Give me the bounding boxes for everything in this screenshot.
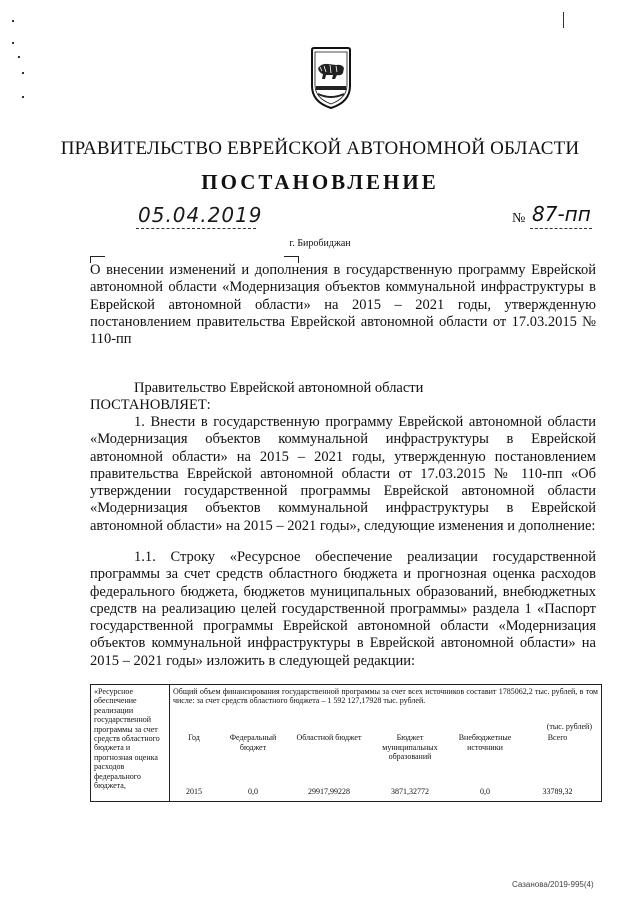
col-municipal: Бюджет муниципальных образований bbox=[382, 733, 438, 762]
cell-federal: 0,0 bbox=[248, 787, 258, 797]
scan-mark bbox=[18, 56, 20, 58]
resource-table bbox=[90, 684, 602, 802]
scan-mark bbox=[12, 20, 14, 22]
scan-mark bbox=[12, 42, 14, 44]
table-right-cell bbox=[170, 685, 602, 802]
units-label: (тыс. рублей) bbox=[546, 721, 592, 731]
city: г. Биробиджан bbox=[289, 238, 351, 249]
number-underline bbox=[530, 228, 592, 229]
funding-grid bbox=[173, 731, 598, 799]
col-federal: Федеральный бюджет bbox=[229, 733, 277, 752]
scan-line bbox=[563, 12, 564, 28]
header-row bbox=[173, 731, 598, 763]
scan-mark bbox=[22, 96, 24, 98]
col-extrabudget: Внебюджетные источники bbox=[458, 733, 512, 752]
date-underline bbox=[136, 228, 256, 229]
paragraph-1: 1. Внести в государственную программу Еврейской автономной области «Модернизация объектов коммунальной инфраструктуры в Еврейской автономной области» на 2015 – 2021 годы, утвержденную постановлением правительства Еврейской автономной области от 17.03.2015 № 110-пп «Об утверждении государственной программы Еврейской автономной области «Модернизация объектов коммунальной инфраструктуры в Еврейской автономной области» на 2015 – 2021 годы», следующие изменения и дополнение: bbox=[90, 414, 596, 534]
col-regional: Областной бюджет bbox=[296, 733, 362, 743]
coat-of-arms-emblem bbox=[306, 46, 356, 110]
scan-mark bbox=[22, 72, 24, 74]
resolves-heading: ПОСТАНОВЛЯЕТ: bbox=[90, 397, 211, 413]
number-sign: № bbox=[512, 211, 526, 226]
paragraph-1-1: 1.1. Строку «Ресурсное обеспечение реализации государственной программы за счет средств областного бюджета и прогнозная оценка расходов федерального бюджета, бюджетов муниципальных образований, внебюджетных средств на реализацию целей государственной программы» раздела 1 «Паспорт государственной программы Еврейской автономной области «Модернизация объектов коммунальной инфраструктуры в Еврейской автономной области» на 2015 – 2021 годы» изложить в следующей редакции: bbox=[90, 549, 596, 669]
document-subject: О внесении изменений и дополнения в государственную программу Еврейской автономной области «Модернизация объектов коммунальной инфраструктуры в Еврейской автономной области» на 2015 – 2021 годы, утвержденную постановлением правительства Еврейской автономной области от 17.03.2015 № 110-пп bbox=[90, 262, 596, 348]
table-left-cell: «Ресурсное обеспечение реализации государственной программы за счет средств областного бюджета и прогнозная оценка расходов федерального бюджета, bbox=[91, 685, 170, 802]
government-preamble: Правительство Еврейской автономной области bbox=[134, 380, 424, 396]
col-total: Всего bbox=[547, 733, 568, 743]
cell-year: 2015 bbox=[186, 787, 202, 797]
table-row bbox=[173, 785, 598, 798]
cell-municipal: 3871,32772 bbox=[391, 787, 429, 797]
cell-total: 33789,32 bbox=[542, 787, 573, 797]
cell-extrabudget: 0,0 bbox=[480, 787, 490, 797]
cell-regional: 29917,99228 bbox=[308, 787, 350, 797]
government-name: ПРАВИТЕЛЬСТВО ЕВРЕЙСКОЙ АВТОНОМНОЙ ОБЛАСТИ bbox=[60, 138, 580, 159]
col-year: Год bbox=[188, 733, 200, 743]
total-funding-note: Общий объем финансирования государственной программы за счет всех источников составит 1785062,2 тыс. рублей, в том числе: за счет средств областного бюджета – 1 592 127,17928 тыс. рублей. bbox=[173, 687, 598, 706]
document-number: 87-пп bbox=[532, 202, 591, 226]
footer-code: Сазанова/2019-995(4) bbox=[512, 880, 594, 889]
document-type: ПОСТАНОВЛЕНИЕ bbox=[201, 170, 439, 194]
document-date: 05.04.2019 bbox=[138, 203, 263, 227]
